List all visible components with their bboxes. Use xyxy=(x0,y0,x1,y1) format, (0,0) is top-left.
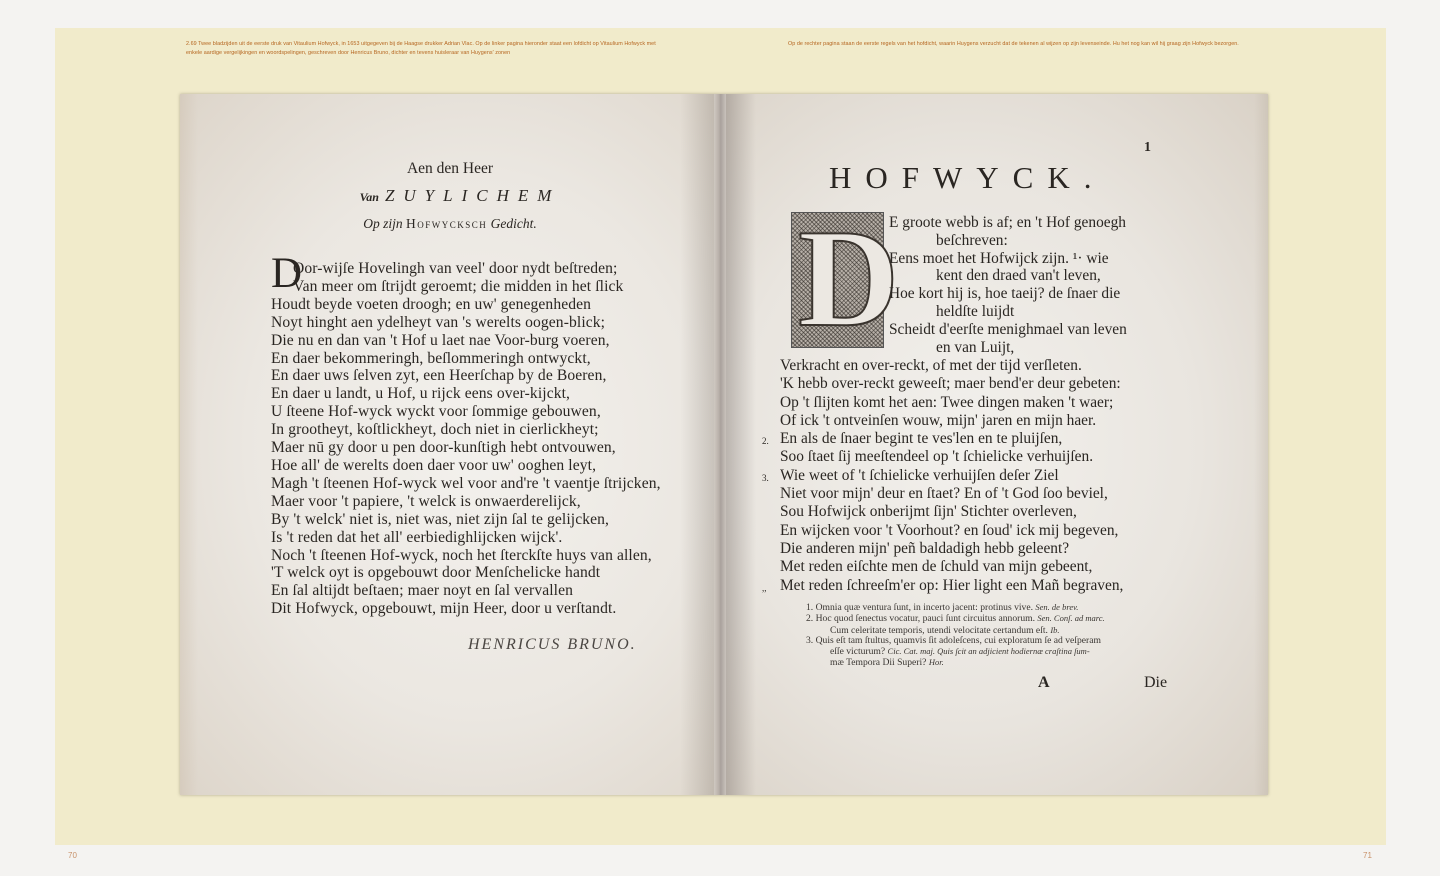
poem-line: Van meer om ſtrijdt geroemt; die midden in het ſlick xyxy=(293,277,624,295)
footnote-marker: ,, xyxy=(762,582,767,593)
poem-line: Of ick 't ontveinſen wouw, mijn' jaren en mijn haer. xyxy=(780,411,1097,429)
drop-cap: D xyxy=(271,250,303,297)
poem-line: En wijcken voor 't Voorhout? en ſoud' ick mij begeven, xyxy=(780,521,1119,539)
poem-line: Scheidt d'eerſte menighmael van leven xyxy=(889,320,1127,338)
poem-line: Eens moet het Hofwijck zijn. ¹· wie xyxy=(889,249,1109,267)
poem-line: 'K hebb over-reckt geweeſt; maer bend'er deur gebeten: xyxy=(780,375,1121,393)
poem-line: ,, Met reden ſchreeſm'er op: Hier light een Mañ begraven, xyxy=(780,577,1250,595)
poem-title: HOFWYCK. xyxy=(829,160,1106,195)
poem-line: 2. En als de ſnaer begint te ves'len en te pluijſen, xyxy=(780,430,1250,448)
poem-intro-lines xyxy=(889,214,1249,356)
caption-left: 2.69 Twee bladzijden uit de eerste druk van Vitaulium Hofwyck, in 1653 uitgegeven bij de Haagse drukker Adrian Vlac. Op de linker pagina hieronder staat een lofdicht op Vitaulium Hofwyck met enkele aardige vergelijkingen en woordspelingen, geschreven door Henricus Bruno, dichter en tevens huisleraar van Huygens' zonen xyxy=(186,41,656,56)
subtitle-part: Hofwycksch xyxy=(406,216,488,231)
footnote-line: mæ Tempora Dii Superi? Hor. xyxy=(830,657,944,669)
page-number-left: 70 xyxy=(68,851,77,860)
poem-line: Magh 't ſteenen Hof-wyck wel voor and're 't vaentje ſtrijcken, xyxy=(271,474,661,492)
poem-line: U ſteene Hof-wyck wyckt voor ſommige gebouwen, xyxy=(271,403,601,421)
poem-line: en van Luijt, xyxy=(936,338,1015,356)
footnote-line: eſſe victurum? Cic. Cat. maj. Quis ſcit an adjicient hodiernæ craſtina ſum- xyxy=(830,646,1090,658)
poem-line: En daer u landt, u Hof, u rijck eens over-kijckt, xyxy=(271,385,571,403)
poem-signature: HENRICUS BRUNO. xyxy=(468,636,637,653)
signature-mark: A xyxy=(1038,674,1050,691)
poem-line: heldſte luijdt xyxy=(936,302,1015,320)
poem-line: Die nu en dan van 't Hof u laet nae Voor-burg voeren, xyxy=(271,331,610,349)
dedication-heading: Aen den Heer xyxy=(406,160,494,177)
poem-line: Hoe kort hij is, hoe taeij? de ſnaer die xyxy=(889,285,1121,303)
poem-line: 'T welck oyt is opgebouwt door Menſchelicke handt xyxy=(271,564,601,582)
poem-line: By 't welck' niet is, niet was, niet zijn ſal te gelijcken, xyxy=(271,510,610,528)
footnote-line: 1. Omnia quæ ventura ſunt, in incerto jacent: protinus vive. Sen. de brev. xyxy=(806,602,1079,613)
footnote-reference: Hor. xyxy=(928,657,944,668)
poem-line: Op 't ſlijten komt het aen: Twee dingen maken 't waer; xyxy=(780,393,1114,411)
book-photo xyxy=(180,94,1268,795)
poem-line: Houdt beyde voeten droogh; en uw' genegenheden xyxy=(271,295,592,313)
poem-line: Met reden eiſchte men de ſchuld van mijn gebeent, xyxy=(780,558,1093,576)
poem-line: beſchreven: xyxy=(936,231,1008,249)
poem-line: Sou Hofwijck onberijmt ſijn' Stichter overleven, xyxy=(780,503,1077,521)
poem-line: Soo ſtaet ſij meeſtendeel op 't ſchielicke verhuijſen. xyxy=(780,448,1094,466)
footnote-line: Cum celeritate temporis, utendi velocitate certandum eſt. Ib. xyxy=(830,624,1060,636)
dedication-poem xyxy=(271,260,691,618)
poem-line: En daer uws ſelven zyt, een Heerſchap by de Boeren, xyxy=(271,367,607,385)
poem-line: Die anderen mijn' peñ baldadigh hebb geleent? xyxy=(780,539,1070,557)
catchword: Die xyxy=(1144,674,1168,691)
drop-cap-letter: D xyxy=(798,201,900,356)
poem-line: kent den draed van't leven, xyxy=(936,267,1101,285)
poem-line: Is 't reden dat het all' eerbiedighlijcken wijck'. xyxy=(271,528,563,546)
dedication-prefix: Van xyxy=(359,190,379,204)
poem-body xyxy=(762,357,1250,595)
book-gutter xyxy=(714,94,726,795)
footnote-reference: Cic. Cat. maj. Quis ſcit an adjicient hodiernæ craſtina ſum- xyxy=(887,646,1090,657)
poem-line: 3. Wie weet of 't ſchielicke verhuijſen deſer Ziel xyxy=(780,467,1250,485)
poem-line: Dit Hofwyck, opgebouwt, mijn Heer, door u verſtandt. xyxy=(271,600,617,618)
page-number-right: 71 xyxy=(1363,851,1372,860)
poem-line: Niet voor mijn' deur en ſtaet? En of 't God ſoo beviel, xyxy=(780,485,1108,503)
footnotes xyxy=(806,602,1206,669)
dedication-subtitle xyxy=(180,216,720,232)
poem-line: En ſal altijdt beſtaen; maer noyt en ſal vervallen xyxy=(271,582,574,600)
poem-line: In grootheyt, koſtlickheyt, doch niet in cierlickheyt; xyxy=(271,421,599,439)
poem-line: Oor-wijſe Hovelingh van veel' door nydt beſtreden; xyxy=(293,260,618,277)
poem-line: Hoe all' de werelts doen daer voor uw' ooghen leyt, xyxy=(271,456,597,474)
dedication-surname: ZUYLICHEM xyxy=(384,186,561,205)
caption-right: Op de rechter pagina staan de eerste regels van het hofdicht, waarin Huygens verzucht dat de tekenen al wijzen op zijn levenseinde. Hu het nog kan wil hij graag zijn Hofwyck bezorgen. xyxy=(788,41,1239,47)
footnote-line: 3. Quis eſt tam ſtultus, quamvis ſit adoleſcens, cui exploratum ſe ad veſperam xyxy=(806,634,1101,646)
subtitle-part: Op zijn xyxy=(363,216,403,231)
book-page-number: 1 xyxy=(1144,140,1151,155)
footnote-marker: 3. xyxy=(762,472,769,483)
poem-line: E groote webb is af; en 't Hof genoegh xyxy=(889,214,1126,231)
footnote-line: 2. Hoc quod ſenectus vocatur, pauci ſunt circuitus annorum. Sen. Conſ. ad marc. xyxy=(806,613,1105,625)
footnote-marker: 2. xyxy=(762,436,769,447)
poem-line: Noch 't ſteenen Hof-wyck, noch het ſterckſte huys van allen, xyxy=(271,546,652,564)
poem-line: En daer bekommeringh, beſlommeringh ontwyckt, xyxy=(271,349,591,367)
dedication-name xyxy=(180,186,720,206)
poem-line: Noyt hinght aen ydelheyt van 's werelts oogen-blick; xyxy=(271,313,606,331)
footnote-reference: Sen. de brev. xyxy=(1035,602,1079,612)
left-book-page xyxy=(180,94,720,795)
poem-line: Verkracht en over-reckt, of met der tijd verſleten. xyxy=(780,357,1082,374)
right-book-page xyxy=(720,94,1268,795)
footnote-reference: Ib. xyxy=(1050,624,1060,635)
poem-line: Maer voor 't papiere, 't welck is onwaerderelijck, xyxy=(271,492,581,510)
subtitle-part: Gedicht. xyxy=(490,216,537,231)
footnote-reference: Sen. Conſ. ad marc. xyxy=(1037,613,1105,624)
ornamental-drop-cap xyxy=(791,201,900,356)
poem-line: Maer nū gy door u pen door-kunſtigh hebt ontvouwen, xyxy=(271,439,616,457)
